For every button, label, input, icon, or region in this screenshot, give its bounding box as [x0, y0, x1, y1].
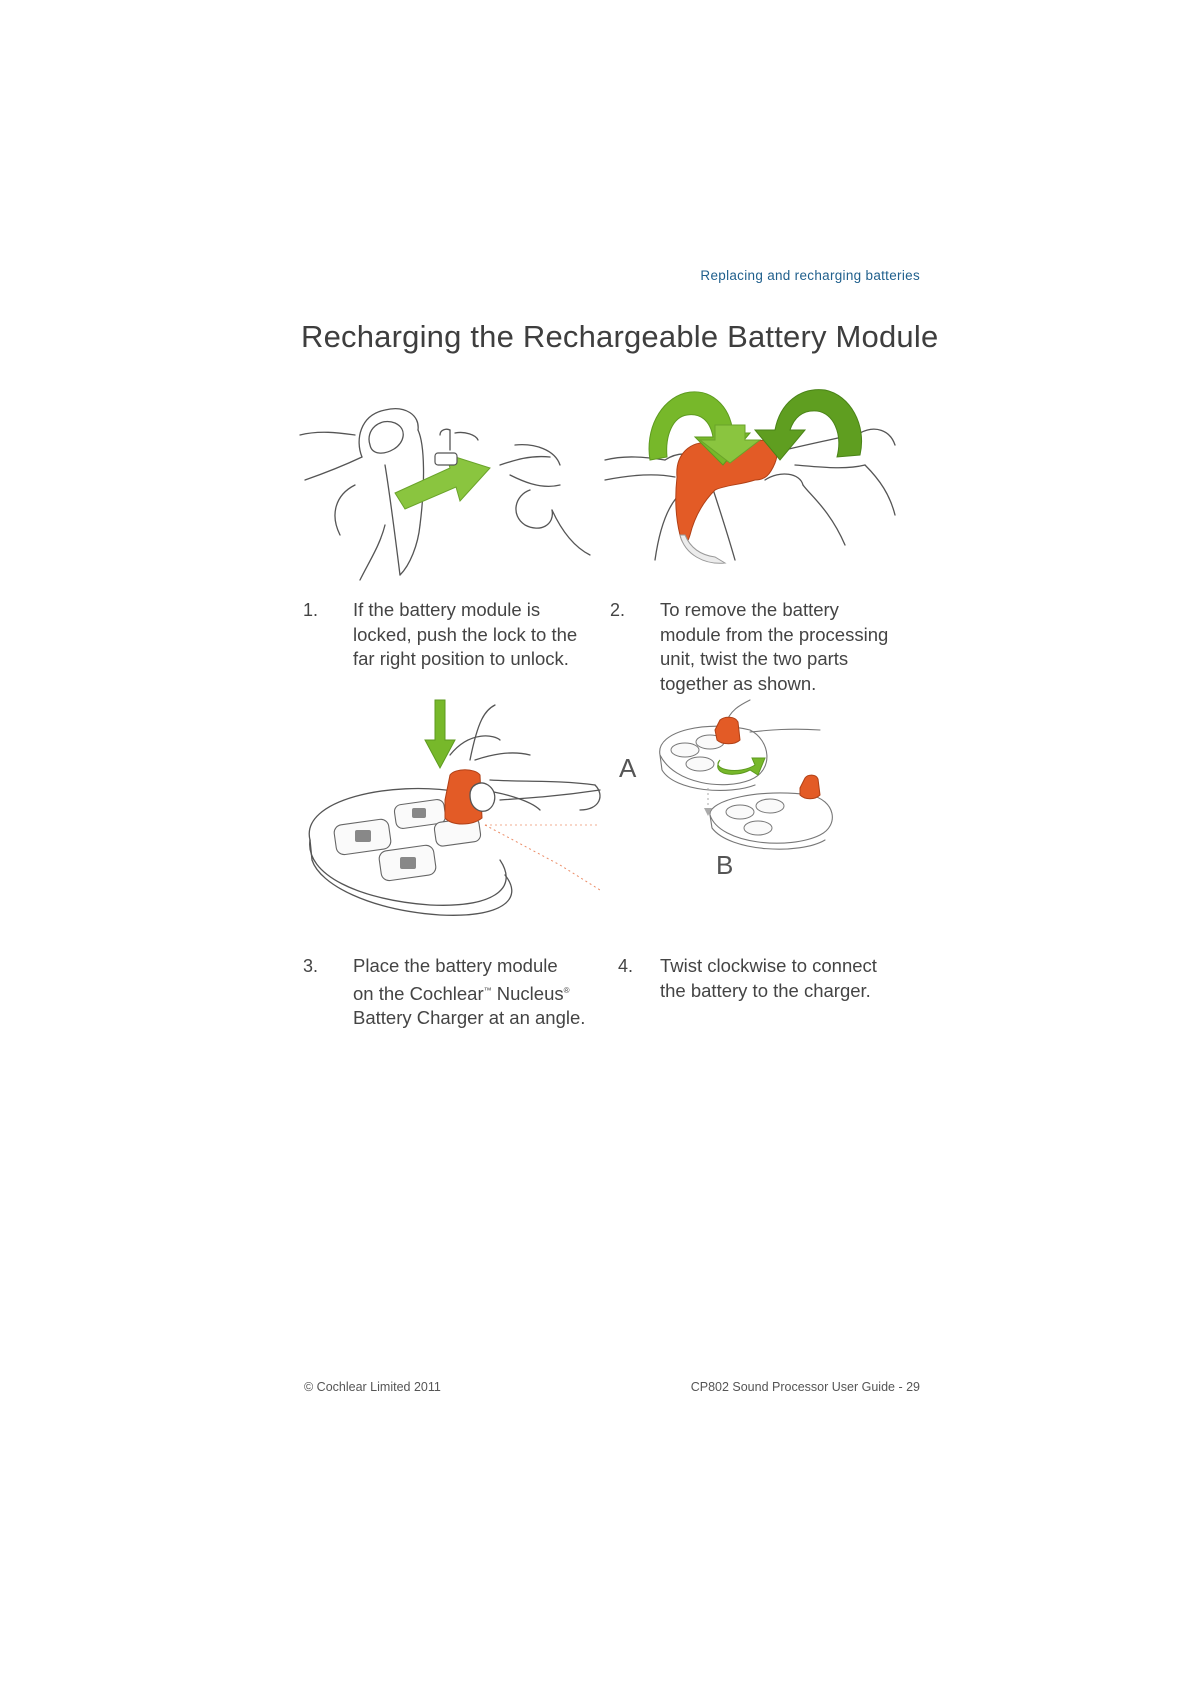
registered-mark: ®: [563, 985, 570, 995]
step-1-line-1: If the battery module is: [353, 599, 541, 620]
trademark-mark: ™: [483, 985, 492, 995]
step-2-line-1: To remove the battery: [660, 599, 839, 620]
step-2-line-4: together as shown.: [660, 672, 817, 694]
running-header: Replacing and recharging batteries: [700, 268, 920, 283]
step-4-text: [660, 954, 877, 1003]
figure-unlock-battery: [300, 405, 590, 590]
step-3-line-2b: Nucleus: [491, 982, 564, 1004]
figure-twist-connect: [640, 700, 900, 900]
step-3-number: 3.: [303, 956, 319, 976]
step-3-line-3: Battery Charger at an angle.: [353, 1007, 586, 1029]
page-title: Recharging the Rechargeable Battery Module: [301, 319, 939, 354]
step-3-line-1: Place the battery module: [353, 955, 558, 976]
step-3-line-2a: on the Cochlear: [353, 982, 484, 1004]
step-2-line-3: unit, twist the two parts: [660, 648, 849, 669]
footer-copyright: © Cochlear Limited 2011: [304, 1380, 441, 1394]
step-2-line-2: module from the processing: [660, 623, 889, 645]
step-3-line-2: [353, 979, 585, 1007]
step-2-text: [660, 598, 888, 696]
step-4-line-1: Twist clockwise to connect: [660, 955, 877, 976]
step-1-number: 1.: [303, 600, 319, 620]
figure-remove-battery: [605, 385, 900, 585]
step-2-number: 2.: [610, 600, 626, 620]
footer-page-reference: CP802 Sound Processor User Guide - 29: [690, 1380, 920, 1394]
step-4-number: 4.: [618, 956, 634, 976]
step-1-line-2: locked, push the lock to the: [353, 623, 578, 645]
step-3-text: [353, 954, 585, 1031]
figure-label-a: A: [619, 753, 637, 783]
figure-place-on-charger: [300, 700, 610, 930]
step-1-line-3: far right position to unlock.: [353, 648, 569, 669]
step-4-line-2: the battery to the charger.: [660, 979, 871, 1001]
step-1-text: [353, 598, 577, 672]
figure-label-b: B: [716, 850, 734, 880]
